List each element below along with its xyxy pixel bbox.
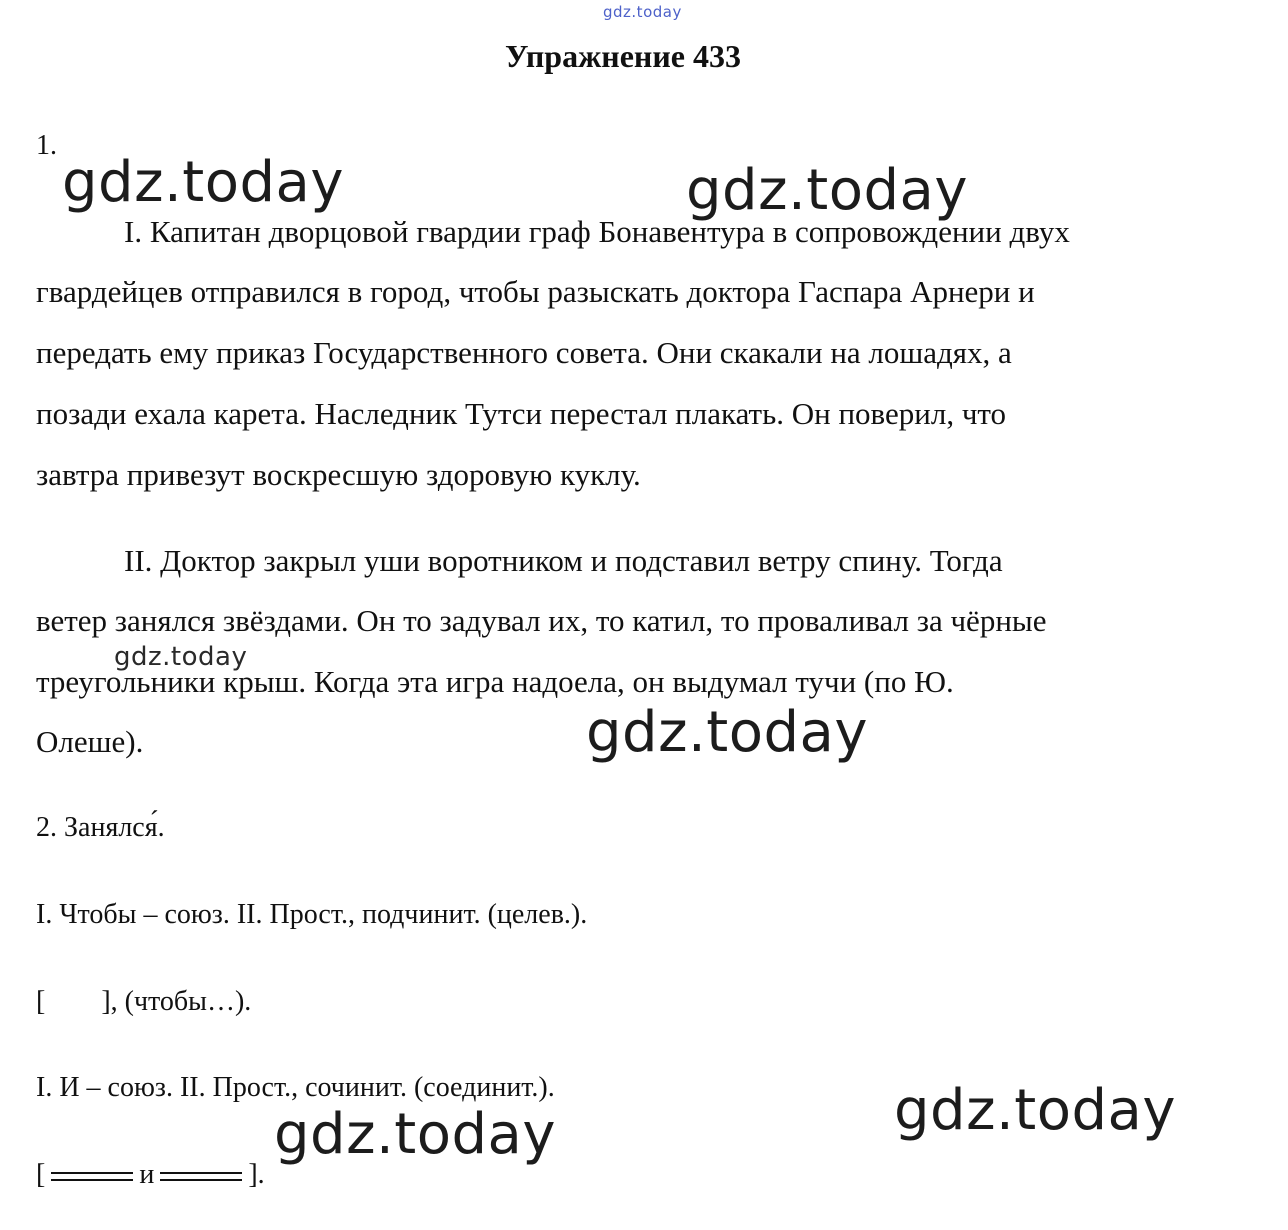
page-title: Упражнение 433 [504,38,741,74]
analysis-1: I. Чтобы – союз. II. Прост., подчинит. (целев.). [36,899,588,930]
watermark-5: gdz.today [894,1078,1177,1143]
scheme-1-open-bracket: [ [36,986,46,1017]
item-2: 2. Занялся́. [36,812,165,843]
paragraph-2-line-3: треугольники крыш. Когда эта игра надоела, он выдумал тучи (по Ю. [36,664,954,699]
paragraph-2-line-4: Олеше). [36,724,144,759]
watermark-2: gdz.today [686,158,969,223]
item-1-number: 1. [36,130,57,161]
paragraph-1-line-5: завтра привезут воскресшую здоровую куклу. [36,457,641,492]
watermark-1: gdz.today [62,150,345,215]
scheme-1-close: ], (чтобы…). [101,986,252,1017]
paragraph-1-line-4: позади ехала карета. Наследник Тутси перестал плакать. Он поверил, что [36,396,1007,431]
scheme-2-close: ]. [248,1159,265,1190]
watermark-3: gdz.today [114,642,248,672]
watermark-6: gdz.today [274,1102,557,1167]
predicate-double-underline-2 [160,1172,242,1181]
paragraph-1-line-2: гвардейцев отправился в город, чтобы разыскать доктора Гаспара Арнери и [36,274,1035,309]
watermark-4: gdz.today [586,700,869,765]
paragraph-2-line-1: II. Доктор закрыл уши воротником и подставил ветру спину. Тогда [124,543,1003,578]
scheme-1 [36,982,251,1022]
predicate-double-underline-1 [51,1172,133,1181]
scheme-2 [36,1155,265,1195]
scheme-2-open-bracket: [ [36,1159,46,1190]
paragraph-1-line-3: передать ему приказ Государственного совета. Они скакали на лошадях, а [36,335,1012,370]
paragraph-2-line-2: ветер занялся звёздами. Он то задувал их, то катил, то проваливал за чёрные [36,603,1047,638]
watermark-top: gdz.today [603,3,682,21]
scheme-2-conjunction: и [139,1159,155,1190]
paragraph-1-line-1: I. Капитан дворцовой гвардии граф Бонавентура в сопровождении двух [124,214,1070,249]
analysis-2: I. И – союз. II. Прост., сочинит. (соединит.). [36,1072,555,1103]
